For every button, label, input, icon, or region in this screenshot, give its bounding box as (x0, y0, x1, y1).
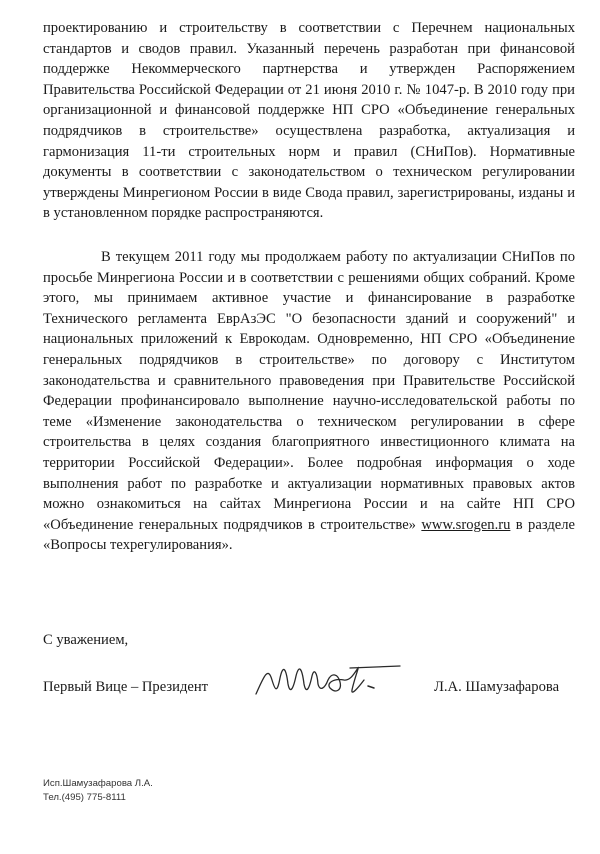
handwritten-signature (250, 650, 410, 710)
executor-footer (43, 777, 153, 805)
executor-phone: Тел.(495) 775-8111 (43, 792, 126, 803)
paragraph-current-work (43, 247, 575, 556)
paragraph-current-work-text: В текущем 2011 году мы продолжаем работу по актуализации СНиПов по просьбе Минрегиона России и в соответствии с решениями общих собраний. Кроме этого, мы принимаем активное участие и финансирование в разработке Технического регламента ЕврАзЭС "О безопасности зданий и сооружений" и национальных приложений к Еврокодам. Одновременно, НП СРО «Объединение генеральных подрядчиков в строительстве» по договору с Институтом законодательства и сравнительного правоведения при Правительстве Российской Федерации профинансировало выполнение научно-исследовательской работы по теме «Изменение законодательства о техническом регулировании в сфере строительства в целях создания благоприятного инвестиционного климата на территории Российской Федерации». Более подробная информация о ходе выполнения работ по разработке и актуализации нормативных правовых актов можно ознакомиться на сайтах Минрегиона России и на сайте НП СРО «Объединение генеральных подрядчиков в строительстве» (43, 249, 575, 533)
paragraph-standards: проектированию и строительству в соответствии с Перечнем национальных стандартов и сводов правил. Указанный перечень разработан при финансовой поддержке Некоммерческого партнерства и утвержден Распоряжением Правительства Российской Федерации от 21 июня 2010 г. № 1047-р. В 2010 году при организационной и финансовой поддержке НП СРО «Объединение генеральных подрядчиков в строительстве» осуществлена разработка, актуализация и гармонизация 11-ти строительных норм и правил (СНиПов). Нормативные документы в соответствии с законодательством о техническом регулировании утверждены Минрегионом России в виде Свода правил, зарегистрированы, изданы и в установленном порядке распространяются. (43, 20, 575, 222)
signatory-name: Л.А. Шамузафарова (434, 679, 560, 695)
closing-salutation: С уважением, (43, 632, 129, 648)
website-link[interactable]: www.srogen.ru (421, 516, 511, 533)
executor-name: Исп.Шамузафарова Л.А. (43, 778, 153, 789)
paragraph-current-work-tail: в разделе «Вопросы техрегулирования». (43, 516, 575, 554)
signatory-title: Первый Вице – Президент (43, 679, 209, 695)
